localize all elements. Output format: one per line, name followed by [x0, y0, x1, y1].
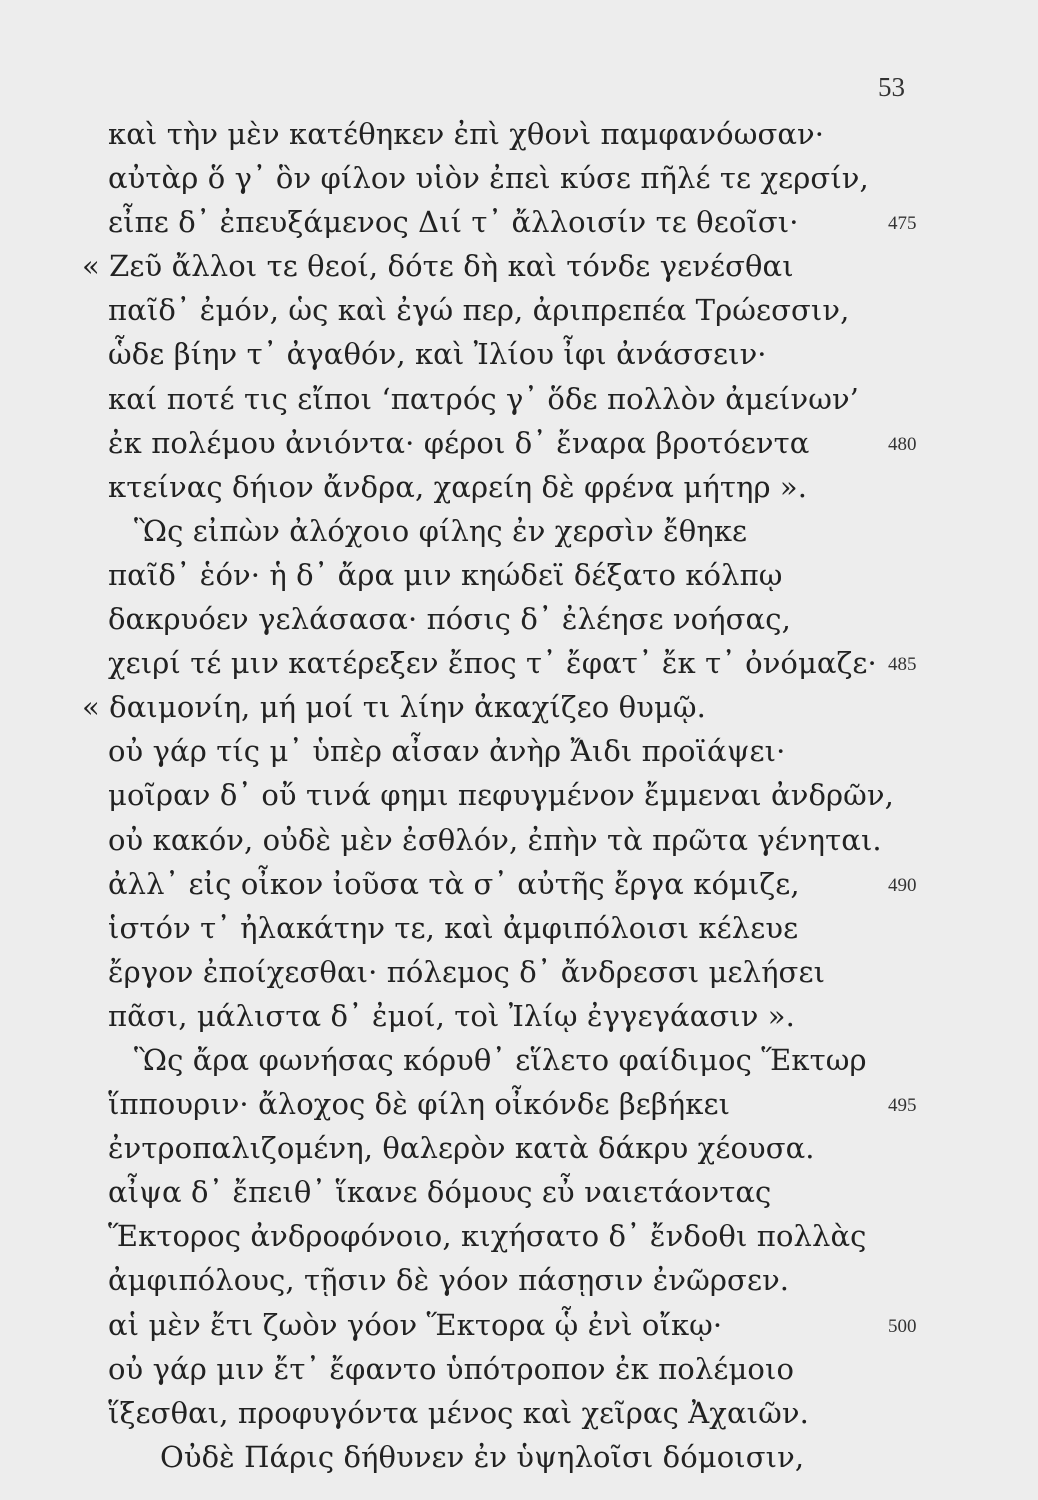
line-number: 500	[888, 1315, 917, 1337]
verse-line	[0, 1214, 1038, 1258]
verse-line	[0, 553, 1038, 597]
verse-line-text: ἐκ πολέμου ἀνιόντα· φέροι δ᾽ ἔναρα βροτόεντα	[108, 425, 810, 460]
verse-line	[0, 332, 1038, 376]
verse-line	[0, 950, 1038, 994]
verse-line-text: εἶπε δ᾽ ἐπευξάμενος Διί τ᾽ ἄλλοισίν τε θεοῖσι·	[108, 205, 799, 240]
line-number: 480	[888, 433, 917, 455]
line-number: 475	[888, 213, 917, 235]
verse-line-text: ἀλλ᾽ εἰς οἶκον ἰοῦσα τὰ σ᾽ αὐτῆς ἔργα κόμιζε,	[108, 866, 800, 901]
verse-line-text: οὐ γάρ μιν ἔτ᾽ ἔφαντο ὑπότροπον ἐκ πολέμοιο	[108, 1351, 795, 1386]
verse-line	[0, 1038, 1038, 1082]
line-number: 485	[888, 654, 917, 676]
verse-line	[0, 1170, 1038, 1214]
verse-line-text: Ὣς ἄρα φωνήσας κόρυθ᾽ εἵλετο φαίδιμος Ἕκτωρ	[134, 1042, 867, 1077]
verse-line	[0, 112, 1038, 156]
verse-line-text: ἵξεσθαι, προφυγόντα μένος καὶ χεῖρας Ἀχαιῶν.	[108, 1395, 809, 1430]
verse-line	[0, 1082, 1038, 1126]
verse-line	[0, 641, 1038, 685]
verse-line	[0, 729, 1038, 773]
verse-line-text: καί ποτέ τις εἴποι ‘πατρός γ᾽ ὅδε πολλὸν ἀμείνων’	[108, 381, 859, 416]
verse-line-text: Ἕκτορος ἀνδροφόνοιο, κιχήσατο δ᾽ ἔνδοθι πολλὰς	[108, 1219, 867, 1254]
verse-line	[0, 1347, 1038, 1391]
verse-line-text: μοῖραν δ᾽ οὔ τινά φημι πεφυγμένον ἔμμεναι ἀνδρῶν,	[108, 778, 894, 813]
verse-line-text: Οὐδὲ Πάρις δήθυνεν ἐν ὑψηλοῖσι δόμοισιν,	[160, 1439, 805, 1474]
verse-line-text: αἱ μὲν ἔτι ζωὸν γόον Ἕκτορα ᾧ ἐνὶ οἴκῳ·	[108, 1307, 723, 1342]
verse-line	[0, 1258, 1038, 1302]
verse-line-text: αὐτὰρ ὅ γ᾽ ὃν φίλον υἱὸν ἐπεὶ κύσε πῆλέ τε χερσίν,	[108, 161, 869, 196]
verse-line-text: δακρυόεν γελάσασα· πόσις δ᾽ ἐλέησε νοήσας,	[108, 602, 791, 637]
verse-line-text: παῖδ᾽ ἑόν· ἡ δ᾽ ἄρα μιν κηώδεϊ δέξατο κόλπῳ	[108, 557, 783, 592]
verse-line-text: ἱστόν τ᾽ ἠλακάτην τε, καὶ ἀμφιπόλοισι κέλευε	[108, 910, 799, 945]
verse-line	[0, 818, 1038, 862]
verse-line-text: αἶψα δ᾽ ἔπειθ᾽ ἵκανε δόμους εὖ ναιετάοντας	[108, 1175, 772, 1210]
verse-line	[0, 509, 1038, 553]
verse-line-text: παῖδ᾽ ἐμόν, ὡς καὶ ἐγώ περ, ἀριπρεπέα Τρώεσσιν,	[108, 293, 850, 328]
verse-line	[0, 685, 1038, 729]
verse-line	[0, 200, 1038, 244]
verse-line	[0, 421, 1038, 465]
verse-line	[0, 1391, 1038, 1435]
verse-line-text: ἔργον ἐποίχεσθαι· πόλεμος δ᾽ ἄνδρεσσι μελήσει	[108, 954, 826, 989]
line-number: 490	[888, 874, 917, 896]
verse-line	[0, 465, 1038, 509]
verse-line	[0, 244, 1038, 288]
line-number: 495	[888, 1095, 917, 1117]
verse-line-text: χειρί τέ μιν κατέρεξεν ἔπος τ᾽ ἔφατ᾽ ἔκ τ᾽ ὀνόμαζε·	[108, 646, 877, 681]
verse-line-text: ἀμφιπόλους, τῇσιν δὲ γόον πάσῃσιν ἐνῶρσεν.	[108, 1263, 790, 1298]
verse-line	[0, 597, 1038, 641]
verse-line	[0, 1126, 1038, 1170]
verse-line-text: ἐντροπαλιζομένη, θαλερὸν κατὰ δάκρυ χέουσα.	[108, 1131, 815, 1166]
verse-line-text: « δαιμονίη, μή μοί τι λίην ἀκαχίζεο θυμῷ.	[82, 690, 706, 725]
verse-line-text: καὶ τὴν μὲν κατέθηκεν ἐπὶ χθονὶ παμφανόωσαν·	[108, 117, 825, 151]
verse-line	[0, 377, 1038, 421]
verse-line-text: « Ζεῦ ἄλλοι τε θεοί, δότε δὴ καὶ τόνδε γενέσθαι	[82, 249, 794, 284]
verse-text	[0, 112, 1038, 1479]
verse-line	[0, 906, 1038, 950]
verse-line	[0, 156, 1038, 200]
verse-line	[0, 862, 1038, 906]
verse-line	[0, 994, 1038, 1038]
verse-line	[0, 288, 1038, 332]
verse-line-text: πᾶσι, μάλιστα δ᾽ ἐμοί, τοὶ Ἰλίῳ ἐγγεγάασιν ».	[108, 998, 795, 1033]
page-number: 53	[878, 72, 905, 102]
verse-line-text: ἵππουριν· ἄλοχος δὲ φίλη οἶκόνδε βεβήκει	[108, 1087, 731, 1122]
verse-line	[0, 1303, 1038, 1347]
verse-line-text: ὧδε βίην τ᾽ ἀγαθόν, καὶ Ἰλίου ἶφι ἀνάσσειν·	[108, 337, 767, 372]
verse-line-text: οὐ γάρ τίς μ᾽ ὑπὲρ αἶσαν ἀνὴρ Ἄιδι προϊάψει·	[108, 734, 786, 769]
verse-line-text: κτείνας δήιον ἄνδρα, χαρείη δὲ φρένα μήτηρ ».	[108, 469, 808, 504]
verse-line-text: οὐ κακόν, οὐδὲ μὲν ἐσθλόν, ἐπὴν τὰ πρῶτα γένηται.	[108, 822, 882, 857]
verse-line	[0, 1435, 1038, 1479]
verse-line	[0, 773, 1038, 817]
verse-line-text: Ὣς εἰπὼν ἀλόχοιο φίλης ἐν χερσὶν ἔθηκε	[134, 513, 748, 548]
